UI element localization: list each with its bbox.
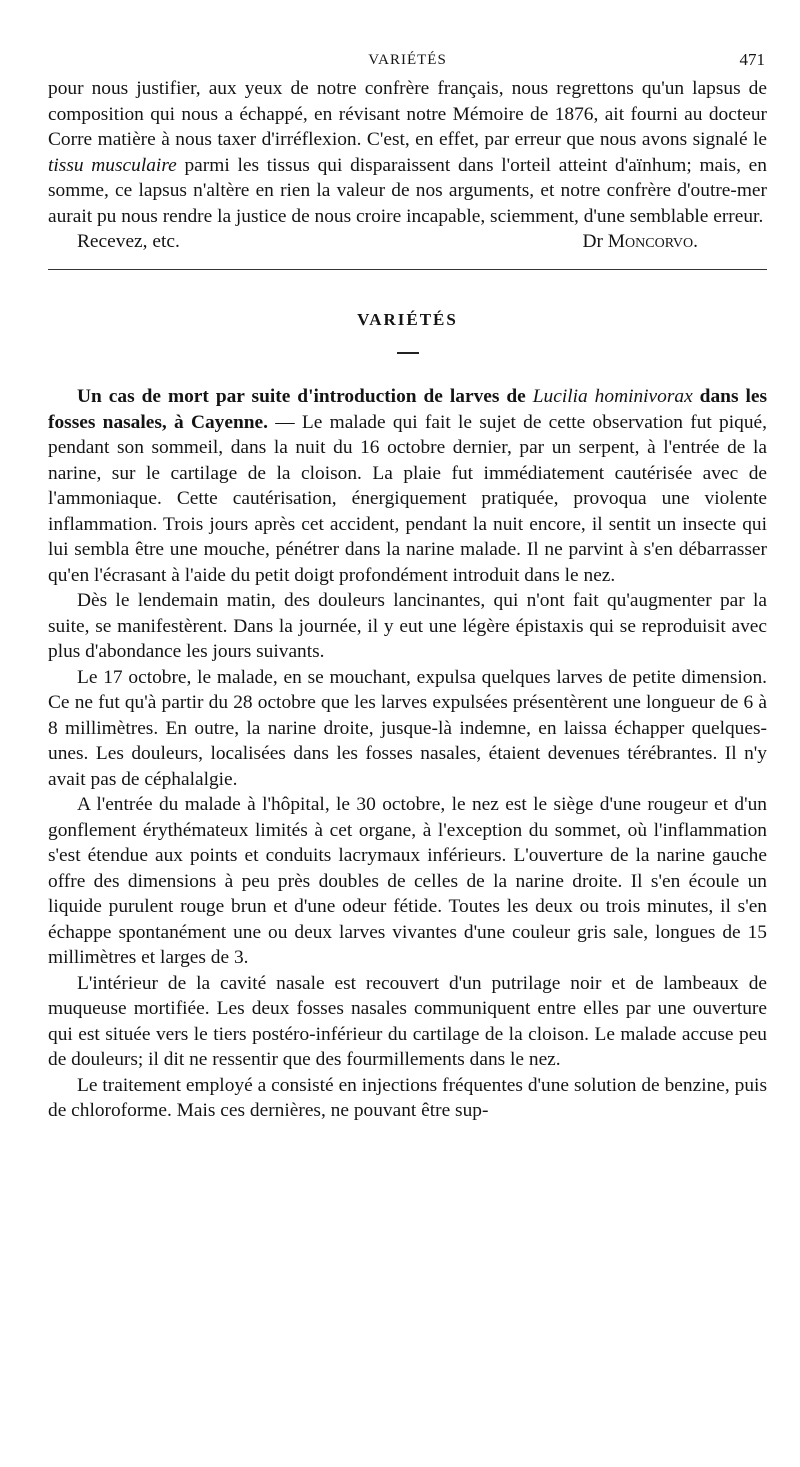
section-divider-rule (48, 269, 767, 270)
article-paragraph-1 (48, 384, 767, 588)
letter-body (48, 76, 767, 229)
signature-name: Moncorvo. (607, 231, 698, 252)
section-title: VARIÉTÉS (357, 310, 458, 329)
article-paragraph-6: Le traitement employé a consisté en injections fréquentes d'une solution de benzine, puis de chloroforme. Mais ces dernières, ne pouvant être sup- (48, 1074, 767, 1121)
article-paragraph-5: L'intérieur de la cavité nasale est recouvert d'un putrilage noir et de lambeaux de muqueuse mortifiée. Les deux fosses nasales communiquent entre elles par une ouverture qui est située vers le tiers postéro-inférieur du cartilage de la cloison. Le malade accuse peu de douleurs; il dit ne ressentir que des fourmillements dans le nez. (48, 972, 767, 1070)
journal-page (48, 48, 767, 1124)
running-head (48, 48, 767, 76)
article-heading-part1: Un cas de mort par suite d'introduction de larves de (77, 386, 533, 407)
letter-signoff (48, 229, 767, 255)
article-paragraph-1-text: — Le malade qui fait le sujet de cette observation fut piqué, pendant son sommeil, dans la nuit du 16 octobre dernier, par un serpent, à l'entrée de la narine, sur le cartilage de la cloison. La plaie fut immédiatement cautérisée avec de l'ammoniaque. Cette cautérisation, énergiquement pratiquée, provoqua une violente inflammation. Trois jours après cet accident, pendant la nuit encore, il sentit un insecte qui lui sembla être une mouche, pénétrer dans la narine malade. Il ne parvint à s'en débarrasser qu'en l'écrasant à l'aide du petit doigt profondément introduit dans le nez. (48, 411, 767, 586)
running-head-title: VARIÉTÉS (368, 52, 447, 68)
letter-italic-phrase: tissu musculaire (48, 154, 177, 176)
article-paragraph-2: Dès le lendemain matin, des douleurs lancinantes, qui n'ont fait qu'augmenter par la suite, se manifestèrent. Dans la journée, il y eut une légère épistaxis qui se reproduisit avec plus d'abondance les jours suivants. (48, 590, 767, 662)
article-paragraph-4: A l'entrée du malade à l'hôpital, le 30 octobre, le nez est le siège d'une rougeur et d'un gonflement érythémateux limités à cet organe, à l'exception du sommet, où l'inflammation s'est étendue aux points et conduits lacrymaux inférieurs. L'ouverture de la narine gauche offre des dimensions à peu près doubles de celles de la narine droite. Il s'en écoule un liquide purulent rouge brun et d'une odeur fétide. Toutes les deux ou trois minutes, il s'en échappe spontanément une ou deux larves vivantes d'une couleur gris sale, longues de 15 millimètres et larges de 3. (48, 794, 767, 968)
article-body (48, 384, 767, 1124)
signature-title: Dr (582, 231, 603, 252)
section-short-rule (397, 352, 419, 354)
article-paragraph-3: Le 17 octobre, le malade, en se mouchant, expulsa quelques larves de petite dimension. Ce ne fut qu'à partir du 28 octobre que les larves expulsées présentèrent une longueur de 6 à 8 millimètres. En outre, la narine droite, jusque-là indemne, en laissa échapper quelques-unes. Les douleurs, localisées dans les fosses nasales, étaient devenues térébrantes. Il n'y avait pas de céphalalgie. (48, 666, 767, 790)
letter-paragraph (48, 76, 767, 229)
letter-signature (582, 229, 698, 255)
page-number: 471 (739, 50, 765, 69)
letter-text-after-italic: parmi les tissus qui disparaissent dans l'orteil atteint d'aïnhum; mais, en somme, ce lapsus n'altère en rien la valeur de nos arguments, et notre confrère d'outre-mer aurait pu nous rendre la justice de nous croire incapable, sciemment, d'une semblable erreur. (48, 154, 767, 227)
article-heading-species: Lucilia hominivorax (532, 386, 693, 407)
letter-closing: Recevez, etc. (77, 231, 180, 252)
article-heading-part2: dans les fosses nasales, à Cayenne. (48, 386, 768, 433)
letter-text-before-italic: pour nous justifier, aux yeux de notre confrère français, nous regrettons qu'un lapsus de composition qui nous a échappé, en révisant notre Mémoire de 1876, ait fourni au docteur Corre matière à nous taxer d'irréflexion. C'est, en effet, par erreur que nous avons signalé le (48, 78, 767, 150)
